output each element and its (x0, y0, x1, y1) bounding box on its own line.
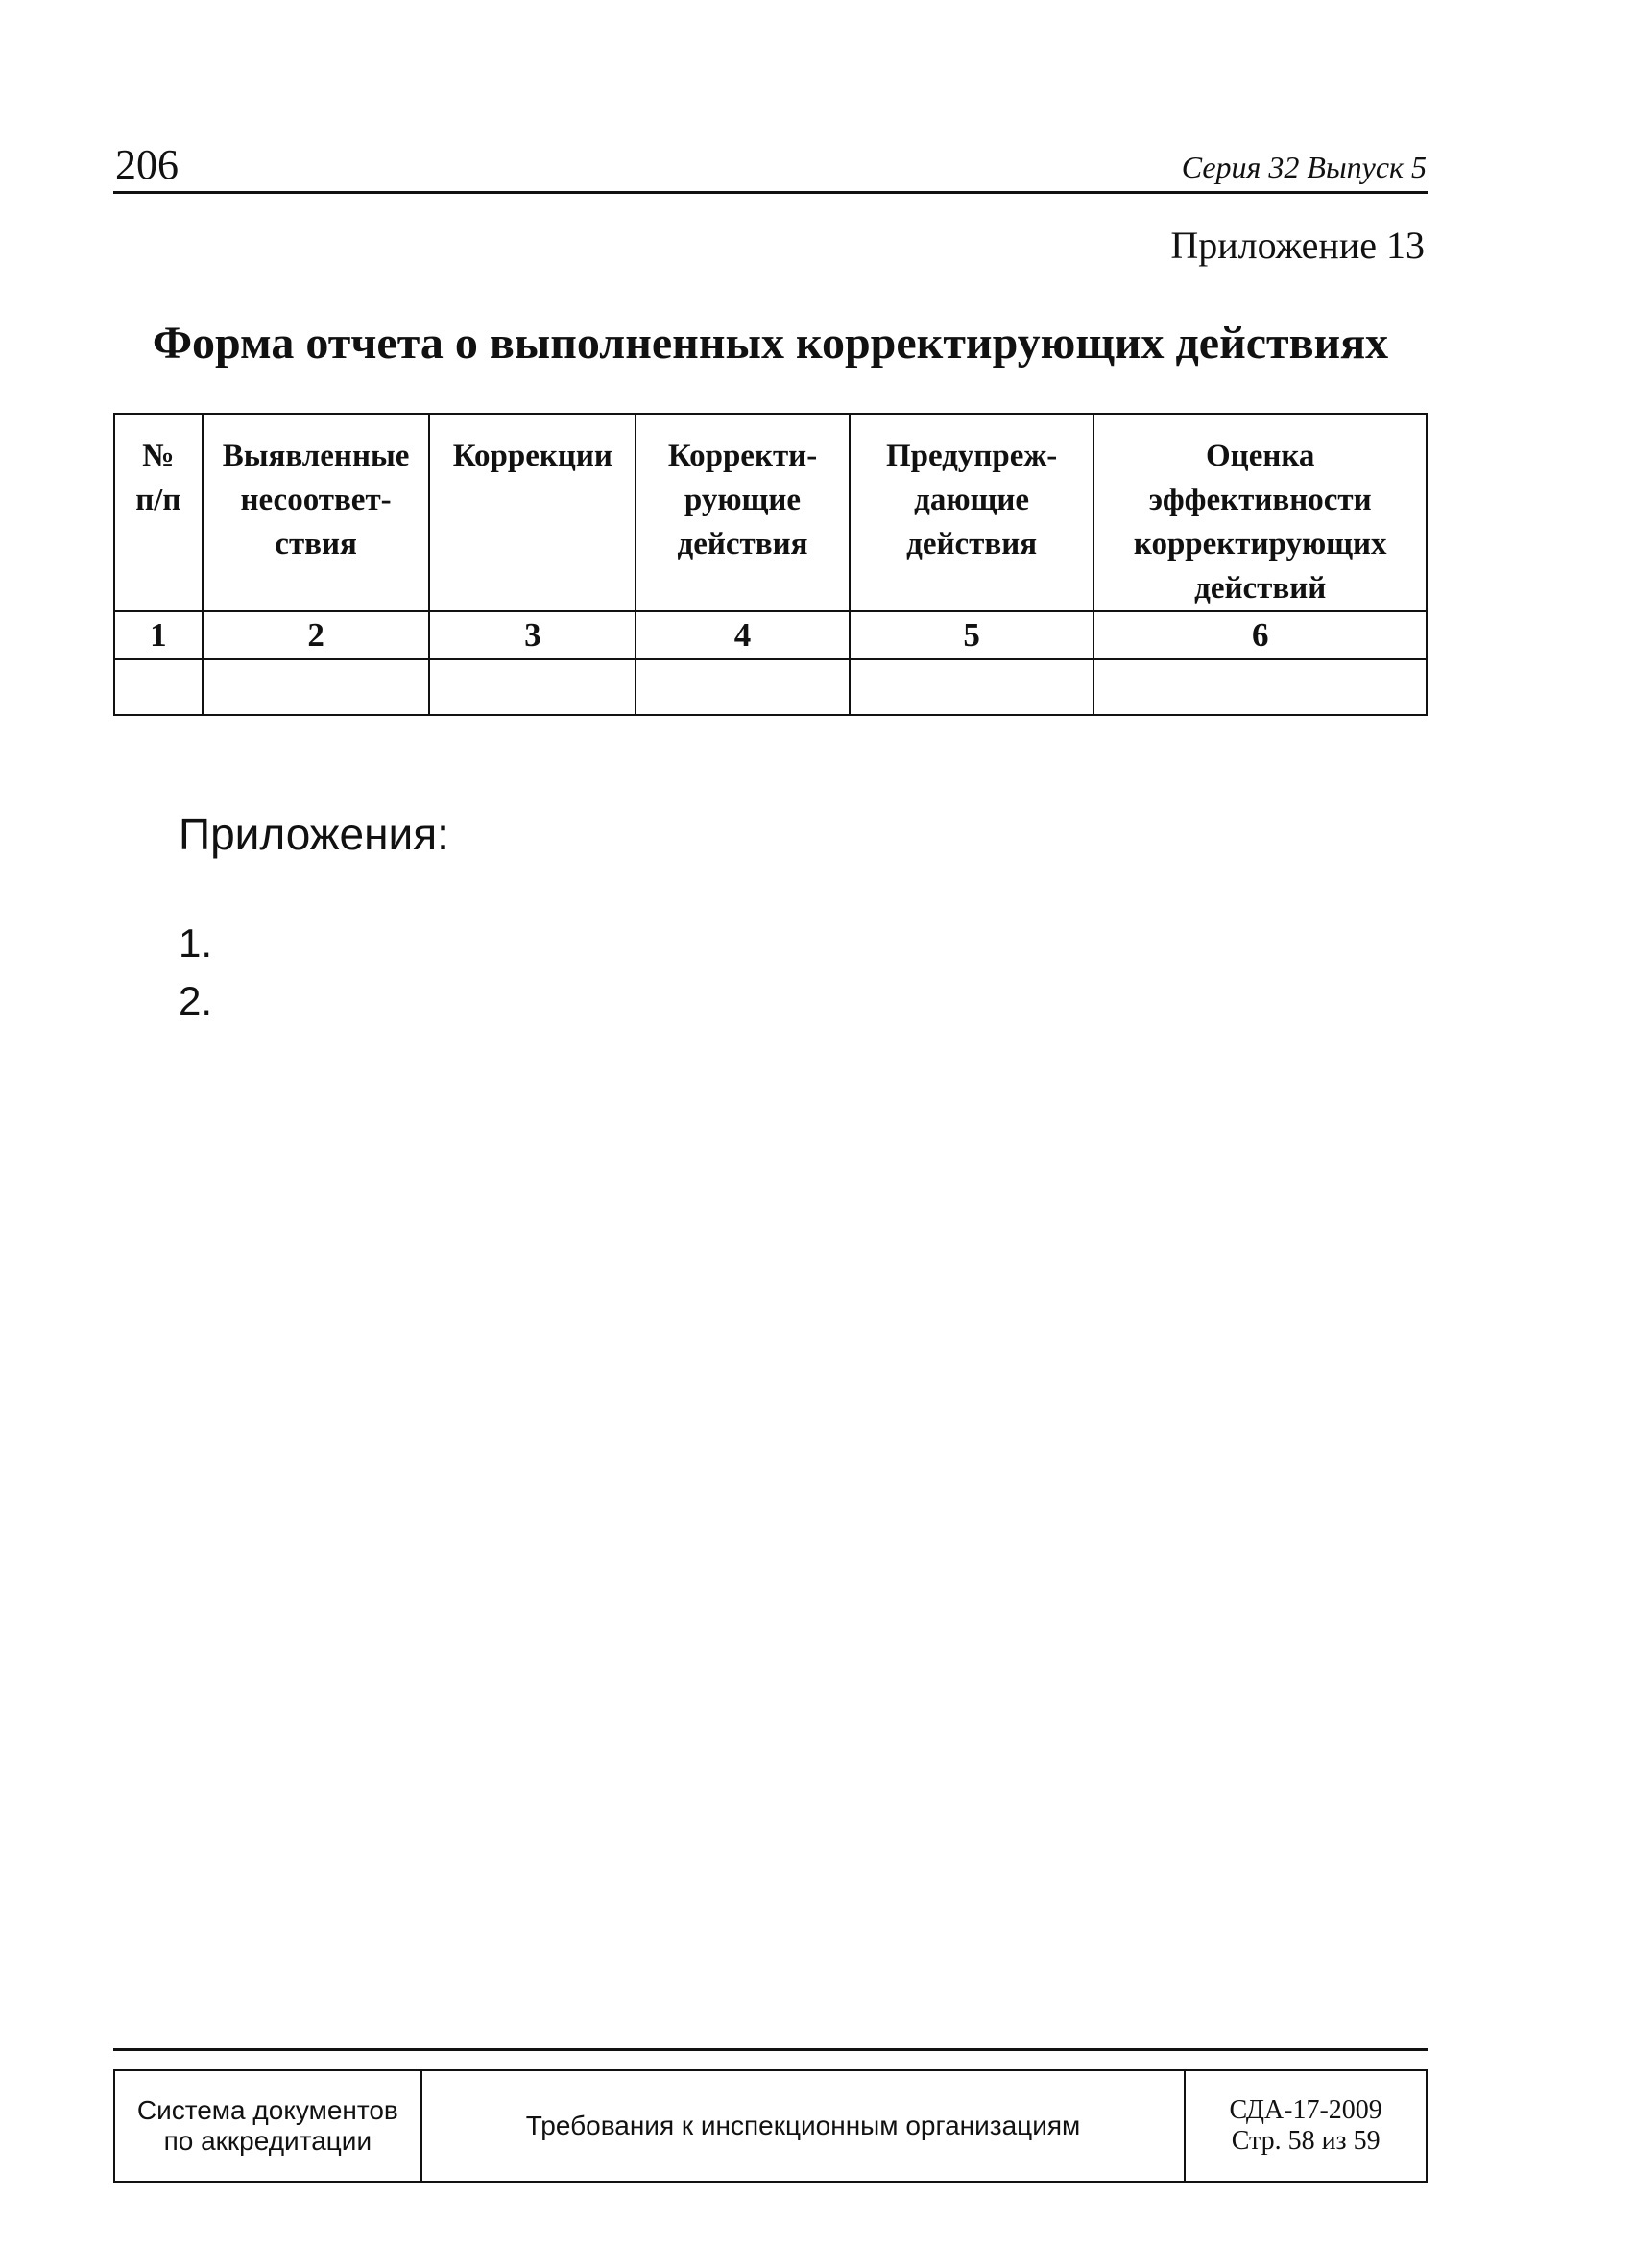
appendix-label: Приложение 13 (1170, 224, 1425, 267)
header-line: ствия (275, 527, 357, 561)
column-number-cell: 1 (114, 611, 203, 659)
attachments-heading: Приложения: (179, 809, 449, 859)
table-row (114, 659, 1427, 715)
report-form-table (113, 413, 1428, 716)
column-header-number (114, 414, 203, 611)
footer-row (114, 2070, 1427, 2182)
footer-line: СДА-17-2009 (1229, 2094, 1382, 2125)
column-header-preventive-actions (850, 414, 1094, 611)
column-number-cell: 2 (203, 611, 430, 659)
document-title: Форма отчета о выполненных корректирующих действиях (152, 318, 1389, 369)
header-line: Выявленные (222, 439, 410, 473)
table-cell (203, 659, 430, 715)
footer-rule (113, 2048, 1428, 2051)
footer-line: Стр. 58 из 59 (1231, 2126, 1381, 2156)
header-line: дающие (914, 483, 1030, 517)
header-line: п/п (135, 483, 181, 517)
column-number-cell: 4 (636, 611, 850, 659)
footer-document-code (1185, 2070, 1427, 2182)
footer-system-name (114, 2070, 421, 2182)
table-cell (429, 659, 636, 715)
series-label: Серия 32 Выпуск 5 (1181, 150, 1427, 184)
header-line: Коррекции (452, 439, 612, 473)
table-cell (1093, 659, 1427, 715)
table-cell (114, 659, 203, 715)
header-line: несоответ- (240, 483, 392, 517)
table-cell (636, 659, 850, 715)
table-cell (850, 659, 1094, 715)
header-line: Предупреж- (885, 439, 1058, 473)
attachments-list-item: 1. (179, 920, 213, 966)
column-header-corrections (429, 414, 636, 611)
column-number-cell: 6 (1093, 611, 1427, 659)
column-header-nonconformities (203, 414, 430, 611)
footer-document-title: Требования к инспекционным организациям (421, 2070, 1186, 2182)
column-number-row (114, 611, 1427, 659)
header-line: эффективности (1148, 483, 1372, 517)
header-line: Оценка (1206, 439, 1315, 473)
header-line: рующие (684, 483, 802, 517)
header-line: корректирующих (1133, 527, 1387, 561)
footer-line: по аккредитации (163, 2126, 372, 2156)
footer-line: Система документов (136, 2094, 398, 2125)
table-header-row (114, 414, 1427, 611)
page-number: 206 (115, 141, 179, 188)
attachments-list-item: 2. (179, 978, 213, 1023)
header-line: действия (677, 527, 808, 561)
header-line: действия (906, 527, 1038, 561)
column-header-effectiveness-assessment (1093, 414, 1427, 611)
column-header-corrective-actions (636, 414, 850, 611)
header-rule (113, 191, 1428, 194)
footer-table (113, 2069, 1428, 2183)
column-number-cell: 5 (850, 611, 1094, 659)
column-number-cell: 3 (429, 611, 636, 659)
header-line: Корректи- (667, 439, 818, 473)
header-line: действий (1194, 571, 1327, 606)
header-line: № (142, 439, 175, 473)
